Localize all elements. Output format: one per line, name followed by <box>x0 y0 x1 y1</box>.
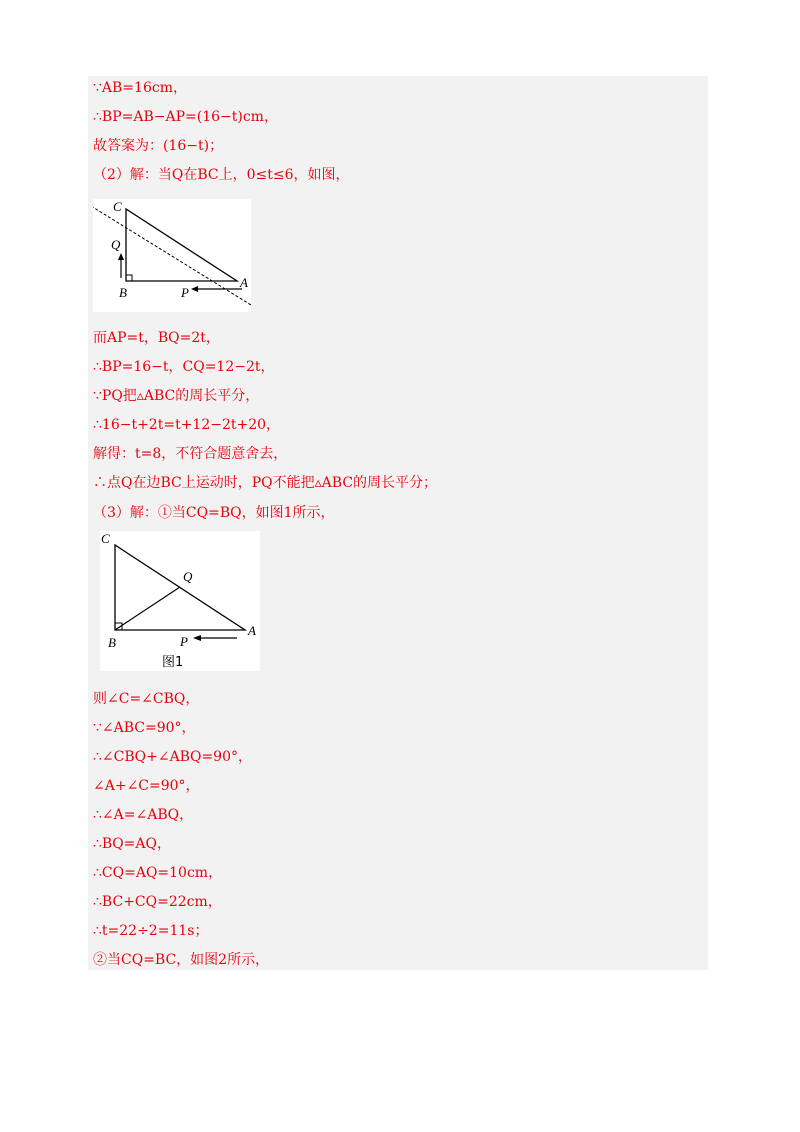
text-line: （3）解：①当CQ=BQ，如图1所示， <box>93 505 335 521</box>
text-line: ∵∠ABC=90°， <box>93 720 196 736</box>
text-line: 而AP=t，BQ=2t， <box>93 330 220 346</box>
arrow-left-head <box>191 286 198 292</box>
text-line: ∴t=22÷2=11s； <box>93 923 209 939</box>
text-line: ∴BQ=AQ， <box>93 836 171 852</box>
text-line: ②当CQ=BC，如图2所示， <box>93 952 270 968</box>
label-a: A <box>248 623 256 638</box>
right-angle-mark <box>126 275 132 281</box>
label-q: Q <box>183 569 193 584</box>
label-b: B <box>108 635 116 650</box>
label-q: Q <box>111 237 121 252</box>
label-c: C <box>113 199 122 214</box>
text-line: 则∠C=∠CBQ， <box>93 691 200 707</box>
text-line: ∴BP=16−t，CQ=12−2t， <box>93 359 275 375</box>
text-line: ∴点Q在边BC上运动时，PQ不能把▵ABC的周长平分； <box>93 475 438 491</box>
label-a: A <box>240 275 248 290</box>
text-line: ∴∠A=∠ABQ， <box>93 807 194 823</box>
text-line: 解得：t=8，不符合题意舍去， <box>93 446 288 462</box>
figure-caption: 图1 <box>162 655 184 670</box>
arrow-left-head <box>193 635 201 641</box>
dashed-line-pq <box>93 206 251 305</box>
triangle-abc <box>126 209 237 281</box>
text-line: ∴∠CBQ+∠ABQ=90°， <box>93 749 252 765</box>
text-line: 故答案为：(16−t)； <box>93 138 224 154</box>
label-c: C <box>101 531 110 546</box>
text-line: ∴BC+CQ=22cm， <box>93 894 222 910</box>
segment-bq <box>115 587 180 630</box>
text-line: （2）解：当Q在BC上，0≤t≤6，如图， <box>93 167 350 183</box>
label-p: P <box>181 285 189 300</box>
text-line: ∴16−t+2t=t+12−2t+20， <box>93 417 281 433</box>
text-line: ∴BP=AB−AP=(16−t)cm， <box>93 109 278 125</box>
text-line: ∵AB=16cm， <box>93 80 187 96</box>
figure-triangle-dashed <box>93 199 251 312</box>
text-line: ∵PQ把▵ABC的周长平分， <box>93 388 260 404</box>
arrow-up-head <box>118 253 124 260</box>
figure-1-triangle <box>100 531 260 671</box>
label-p: P <box>180 634 188 649</box>
text-line: ∠A+∠C=90°， <box>93 778 200 794</box>
text-line: ∴CQ=AQ=10cm， <box>93 865 223 881</box>
label-b: B <box>119 285 127 300</box>
